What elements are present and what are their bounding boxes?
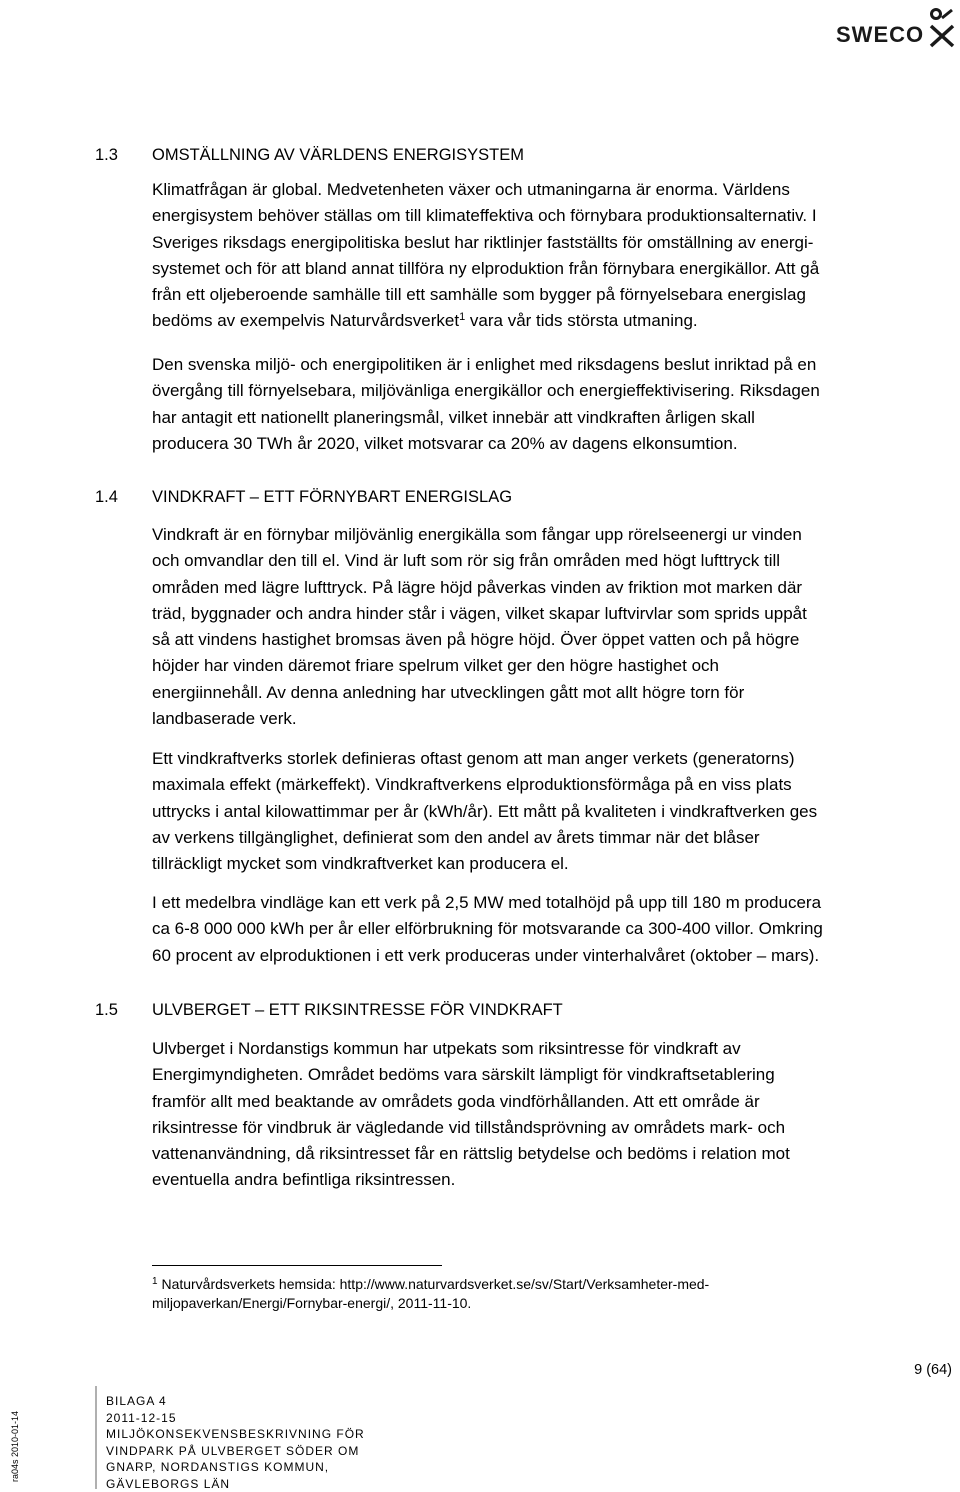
text-segment: vara vår tids största utmaning. — [465, 311, 697, 330]
text-line: övergång till förnyelsebara, miljövänliga energikällor och energieffektivisering. Riksdagen — [152, 378, 952, 404]
side-code — [0, 1390, 12, 1482]
text-line: framför allt med beaktande av områdets goda vindförhållanden. Att ett område är — [152, 1089, 952, 1115]
text-line: områden med lägre lufttryck. På lägre höjd påverkas vinden av friktion mot marken där — [152, 575, 952, 601]
footer-line: 2011-12-15 — [106, 1410, 365, 1427]
text-line: av verkens tillgänglighet, definierat som den andel av årets timmar när det blåser — [152, 825, 952, 851]
paragraph-6 — [152, 1036, 952, 1194]
paragraph-3 — [152, 522, 952, 732]
section-number: 1.3 — [95, 145, 152, 165]
text-line: så att vindens hastighet bromsas även på högre höjd. Över öppet vatten och på högre — [152, 627, 952, 653]
text-line: höjder har vinden däremot friare spelrum vilket ger den högre hastighet och — [152, 653, 952, 679]
section-number: 1.5 — [95, 1000, 152, 1020]
text-line: energisystem behöver ställas om till klimateffektiva och förnybara produktionsalternativ. I — [152, 203, 952, 229]
footnote-reference: 1 — [459, 311, 465, 323]
section-title: OMSTÄLLNING AV VÄRLDENS ENERGISYSTEM — [152, 146, 524, 164]
section-heading-1-3 — [95, 145, 524, 165]
text-line: uttrycks i antal kilowattimmar per år (kWh/år). Ett mått på kvaliteten i vindkraftverken ges — [152, 799, 952, 825]
paragraph-4 — [152, 746, 952, 877]
footnote-text: Naturvårdsverkets hemsida: http://www.naturvardsverket.se/sv/Start/Verksamheter-med- — [158, 1276, 710, 1292]
text-line: tillräckligt mycket som vindkraftverket kan producera el. — [152, 851, 952, 877]
footnote-separator — [152, 1265, 442, 1266]
section-title: ULVBERGET – ETT RIKSINTRESSE FÖR VINDKRAFT — [152, 1001, 563, 1019]
footnote-number: 1 — [152, 1276, 158, 1287]
paragraph-5 — [152, 890, 952, 969]
text-line: 60 procent av elproduktionen i ett verk produceras under vinterhalvåret (oktober – mars). — [152, 943, 952, 969]
text-line: I ett medelbra vindläge kan ett verk på 2,5 MW med totalhöjd på upp till 180 m producera — [152, 890, 952, 916]
footnote-line: miljopaverkan/Energi/Fornybar-energi/, 2011-11-10. — [152, 1294, 709, 1313]
text-segment: bedöms av exempelvis Naturvårdsverket — [152, 311, 459, 330]
section-heading-1-4 — [95, 487, 512, 507]
section-number: 1.4 — [95, 487, 152, 507]
sweco-mark-icon — [928, 8, 958, 48]
page-number: 9 (64) — [914, 1362, 952, 1378]
text-line: energiinnehåll. Av denna anledning har utvecklingen gått mot allt högre torn för — [152, 680, 952, 706]
paragraph-2 — [152, 352, 952, 457]
text-line: Den svenska miljö- och energipolitiken är i enlighet med riksdagens beslut inriktad på en — [152, 352, 952, 378]
footer — [106, 1393, 365, 1492]
text-line: Vindkraft är en förnybar miljövänlig energikälla som fångar upp rörelseenergi ur vinden — [152, 522, 952, 548]
text-line: Ett vindkraftverks storlek definieras oftast genom att man anger verkets (generatorns) — [152, 746, 952, 772]
text-line: landbaserade verk. — [152, 706, 952, 732]
text-line: träd, byggnader och andra hinder står i vägen, vilket skapar luftvirvlar som sprids uppåt — [152, 601, 952, 627]
text-line: och omvandlar den till el. Vind är luft som rör sig från områden med högt lufttryck till — [152, 548, 952, 574]
text-line: riksintresse för vindbruk är vägledande vid tillståndsprövning av områdets mark- och — [152, 1115, 952, 1141]
paragraph-1 — [152, 177, 952, 335]
text-line: ca 6-8 000 000 kWh per år eller elförbrukning för motsvarande ca 300-400 villor. Omkring — [152, 916, 952, 942]
section-title: VINDKRAFT – ETT FÖRNYBART ENERGISLAG — [152, 488, 512, 506]
text-line: vattenanvändning, då riksintresset får en rättslig betydelse och bedöms i relation mot — [152, 1141, 952, 1167]
footer-line: BILAGA 4 — [106, 1393, 365, 1410]
footer-line: VINDPARK PÅ ULVBERGET SÖDER OM — [106, 1443, 365, 1460]
text-line: från ett oljeberoende samhälle till ett samhälle som bygger på förnyelsebara energislag — [152, 282, 952, 308]
text-line: Ulvberget i Nordanstigs kommun har utpekats som riksintresse för vindkraft av — [152, 1036, 952, 1062]
footnote — [152, 1275, 709, 1312]
text-line: Energimyndigheten. Området bedöms vara särskilt lämpligt för vindkraftsetablering — [152, 1062, 952, 1088]
text-line: Sveriges riksdags energipolitiska beslut har riktlinjer fastställts för omställning av energi- — [152, 230, 952, 256]
footer-line: GNARP, NORDANSTIGS KOMMUN, — [106, 1459, 365, 1476]
footer-divider — [95, 1386, 97, 1489]
text-line: systemet och för att bland annat tillföra ny elproduktion från förnybara energikällor. Att gå — [152, 256, 952, 282]
text-line: producera 30 TWh år 2020, vilket motsvarar ca 20% av dagens elkonsumtion. — [152, 431, 952, 457]
text-line — [152, 308, 952, 334]
side-code-text: ra04s 2010-01-14 — [10, 1411, 20, 1482]
text-line: maximala effekt (märkeffekt). Vindkraftverkens elproduktionsförmåga på en viss plats — [152, 772, 952, 798]
logo-text: SWECO — [836, 22, 924, 48]
footer-line: MILJÖKONSEKVENSBESKRIVNING FÖR — [106, 1426, 365, 1443]
footnote-line — [152, 1275, 709, 1294]
footer-line: GÄVLEBORGS LÄN — [106, 1476, 365, 1492]
text-line: Klimatfrågan är global. Medvetenheten växer och utmaningarna är enorma. Världens — [152, 177, 952, 203]
section-heading-1-5 — [95, 1000, 563, 1020]
text-line: eventuella andra befintliga riksintressen. — [152, 1167, 952, 1193]
text-line: har antagit ett nationellt planeringsmål, vilket innebär att vindkraften årligen skall — [152, 405, 952, 431]
